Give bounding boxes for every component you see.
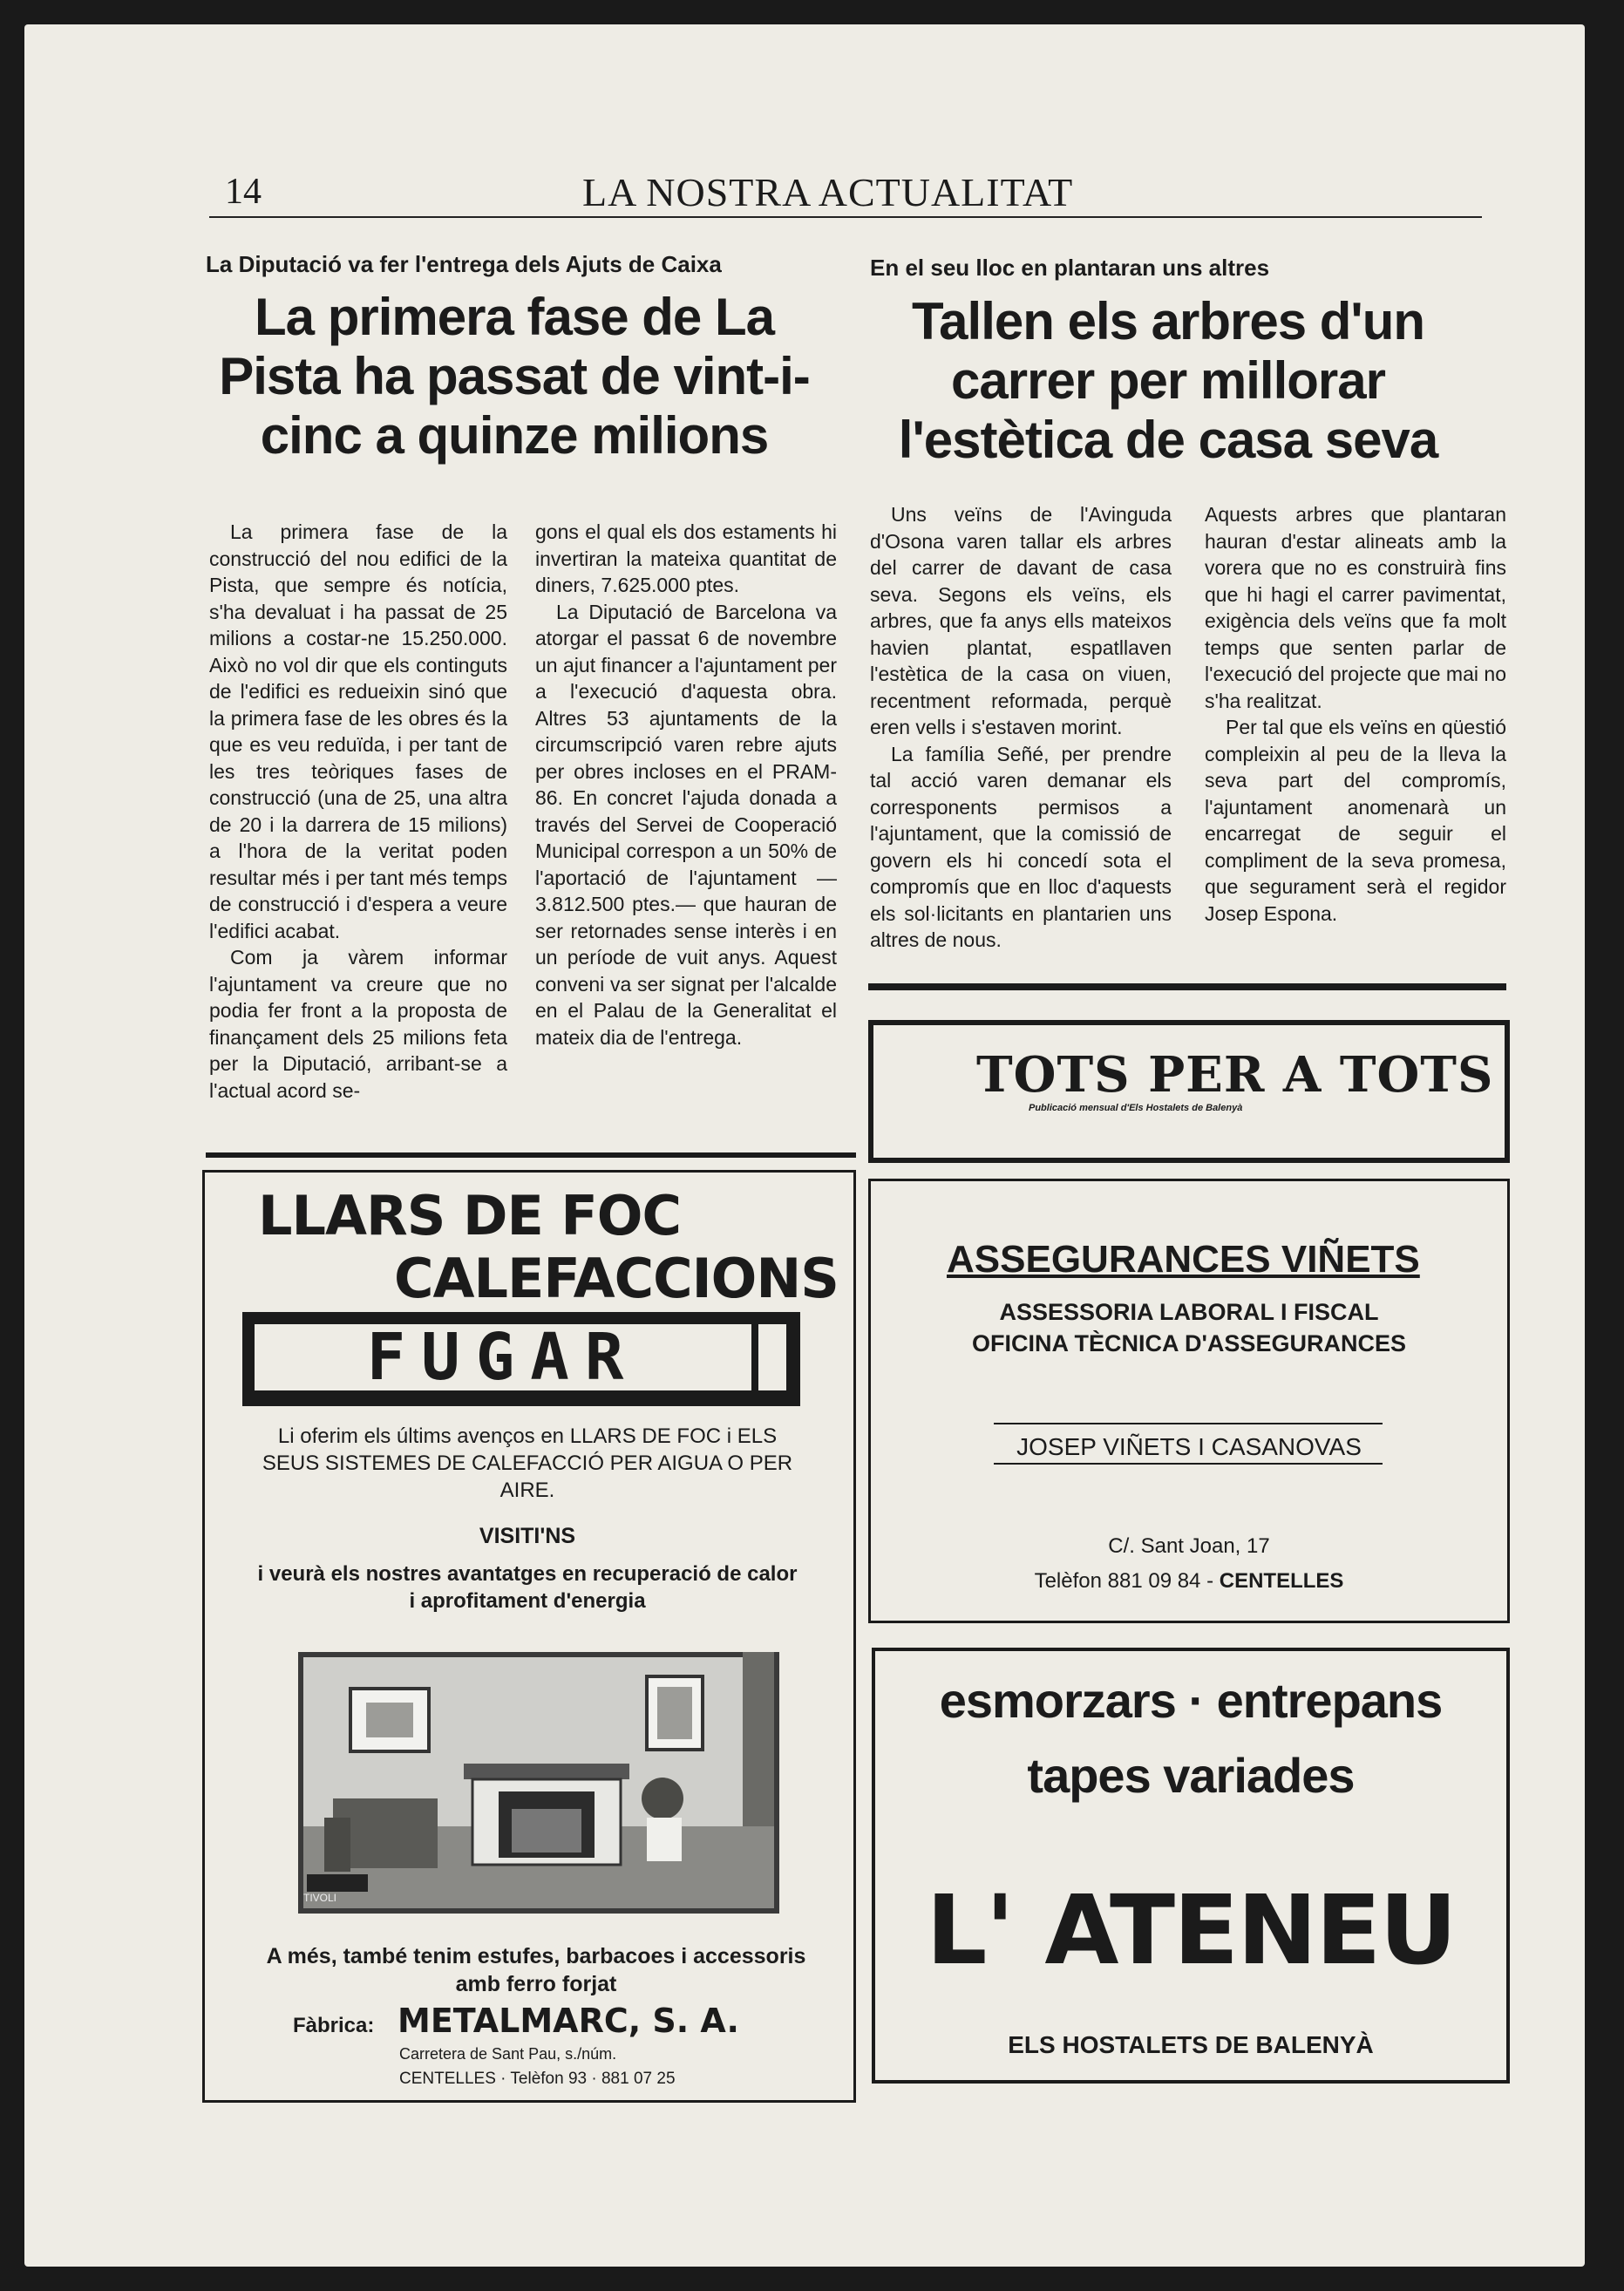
ad-vinets-title: ASSEGURANCES VIÑETS [947,1238,1420,1281]
ad-fugar-title2: CALEFACCIONS [394,1247,839,1310]
ad-vinets-phone: Telèfon 881 09 84 - [1034,1569,1220,1593]
section-title: LA NOSTRA ACTUALITAT [582,170,1074,214]
article2-col1-para: Uns veïns de l'Avinguda d'Osona varen tallar els arbres del carrer de davant de casa seva. Segons els veïns, els arbres, que fa anys ells mateixos havien plantat, espatllaven l'estètica de la casa on viuen, recentment reformada, perquè eren vells i s'estaven morint. [870,503,1172,738]
ad-vinets-phone-line [872,1569,1506,1594]
ad-ateneu-town: ELS HOSTALETS DE BALENYÀ [1008,2031,1374,2058]
article2-kicker: En el seu lloc en plantaran uns altres [870,255,1270,281]
article2-headline: Tallen els arbres d'un carrer per millorar l'estètica de casa seva [898,292,1438,469]
ad-tots-title: TOTS PER A TOTS [976,1046,1494,1104]
article2-col2-para: Per tal que els veïns en qüestió compleixin al peu de la lleva la seva part del compromís, l'ajuntament anomenarà un encarregat de seguir el compliment de la seva promesa, que segurament serà el regidor Josep Espona. [1205,716,1506,925]
ad-vinets-owner: JOSEP VIÑETS I CASANOVAS [1016,1433,1362,1460]
ad-fugar-text: Li oferim els últims avenços en LLARS DE FOC i ELS SEUS SISTEMES DE CALEFACCIÓ PER AIGUA O PER AIRE. [262,1424,793,1502]
ad-vinets-address: C/. Sant Joan, 17 [1108,1534,1270,1558]
article1-col2-para: La Diputació de Barcelona va atorgar el passat 6 de novembre un ajut financer a l'ajuntament per a l'execució d'aquesta obra. Altres 53 ajuntaments de la circumscripció varen rebre ajuts per obres incloses en el PRAM-86. En concret l'ajuda donada a través del Servei de Cooperació Municipal correspon a un 50% de l'aportació de l'ajuntament —3.812.500 ptes.— que hauran de ser retornades sense interès i en un període de vuit anys. Aquest conveni va ser signat per l'alcalde en el Palau de la Generalitat el mateix dia de l'entrega. [535,600,837,1049]
ad-vinets-town: CENTELLES [1219,1569,1344,1593]
article2-column-1 [870,501,1172,954]
ad-fugar-factory-label: Fàbrica: [293,2014,375,2037]
divider-rule [868,983,1506,990]
fugar-logo-corner [758,1324,786,1390]
header-rule [209,216,1482,218]
article1-column-2 [535,519,837,1050]
article1-kicker: La Diputació va fer l'entrega dels Ajuts de Caixa [206,251,722,277]
fugar-logo-text: FUGAR [366,1320,640,1395]
ad-ateneu-line1: esmorzars · entrepans [939,1673,1443,1728]
article2-column-2 [1205,501,1506,927]
article1-column-1 [209,519,507,1104]
fireplace-photo [298,1652,779,1914]
ad-ateneu-line2: tapes variades [1027,1748,1355,1803]
ad-tots-subtitle: Publicació mensual d'Els Hostalets de Balenyà [1029,1103,1243,1113]
article2-col2-para: Aquests arbres que plantaran hauran d'estar alineats amb la vorera que no es construirà fins que hi hagi el carrer pavimentat, exigència dels veïns que fa molt temps que senten parlar de l'execució del projecte que mai no s'ha realitzat. [1205,503,1506,712]
ad-ateneu-name: L' ATENEU [926,1874,1456,1986]
ad-fugar-title1: LLARS DE FOC [258,1184,681,1247]
article1-col1-para: Com ja vàrem informar l'ajuntament va creure que no podia fer front a la proposta de finançament dels 25 milions feta per la Diputació, arribant-se a l'actual acord se- [209,946,507,1102]
ad-fugar-phone: CENTELLES · Telèfon 93 · 881 07 25 [399,2070,676,2088]
photo-label: TIVOLI [303,1892,337,1904]
divider-rule [206,1152,856,1158]
ad-vinets-line1: ASSESSORIA LABORAL I FISCAL [999,1299,1379,1325]
ad-fugar-visit: VISITI'NS [479,1524,576,1548]
ad-vinets-line2: OFICINA TÈCNICA D'ASSEGURANCES [972,1330,1406,1356]
article1-col2-para: gons el qual els dos estaments hi invertiran la mateixa quantitat de diners, 7.625.000 ptes. [535,520,837,596]
article1-col1-para: La primera fase de la construcció del nou edifici de la Pista, que sempre és notícia, s'ha devaluat i ha passat de 25 milions a costar-ne 15.250.000. Això no vol dir que els continguts de l'edifici es redueixin sinó que la primera fase de les obres és la que es veu reduïda, i per tant de les tres teòriques fases de construcció (una de 25, una altra de 20 i la darrera de 15 milions) a l'hora de la veritat poden resultar més i per tant més temps de construcció i d'espera a veure l'edifici acabat. [209,520,507,942]
ad-fugar-extra: A més, també tenim estufes, barbacoes i accessoris amb ferro forjat [266,1944,806,1996]
ad-vinets-rule [994,1423,1383,1424]
ad-fugar-company: METALMARC, S. A. [398,2002,739,2040]
page-number: 14 [225,172,262,212]
ad-vinets-rule [994,1463,1383,1465]
article1-headline: La primera fase de La Pista ha passat de vint-i-cinc a quinze milions [219,288,810,465]
ad-fugar-address: Carretera de Sant Pau, s./núm. [399,2045,617,2063]
article2-col1-para: La família Señé, per prendre tal acció varen demanar els corresponents permisos a l'ajuntament, que la comissió de govern els hi concedí sota el compromís que en lloc d'aquests els sol·licitants en plantarien uns altres de nous. [870,742,1172,951]
fugar-logo [242,1312,800,1406]
ad-fugar-advantages: i veurà els nostres avantatges en recuperació de calor i aprofitament d'energia [257,1562,798,1613]
